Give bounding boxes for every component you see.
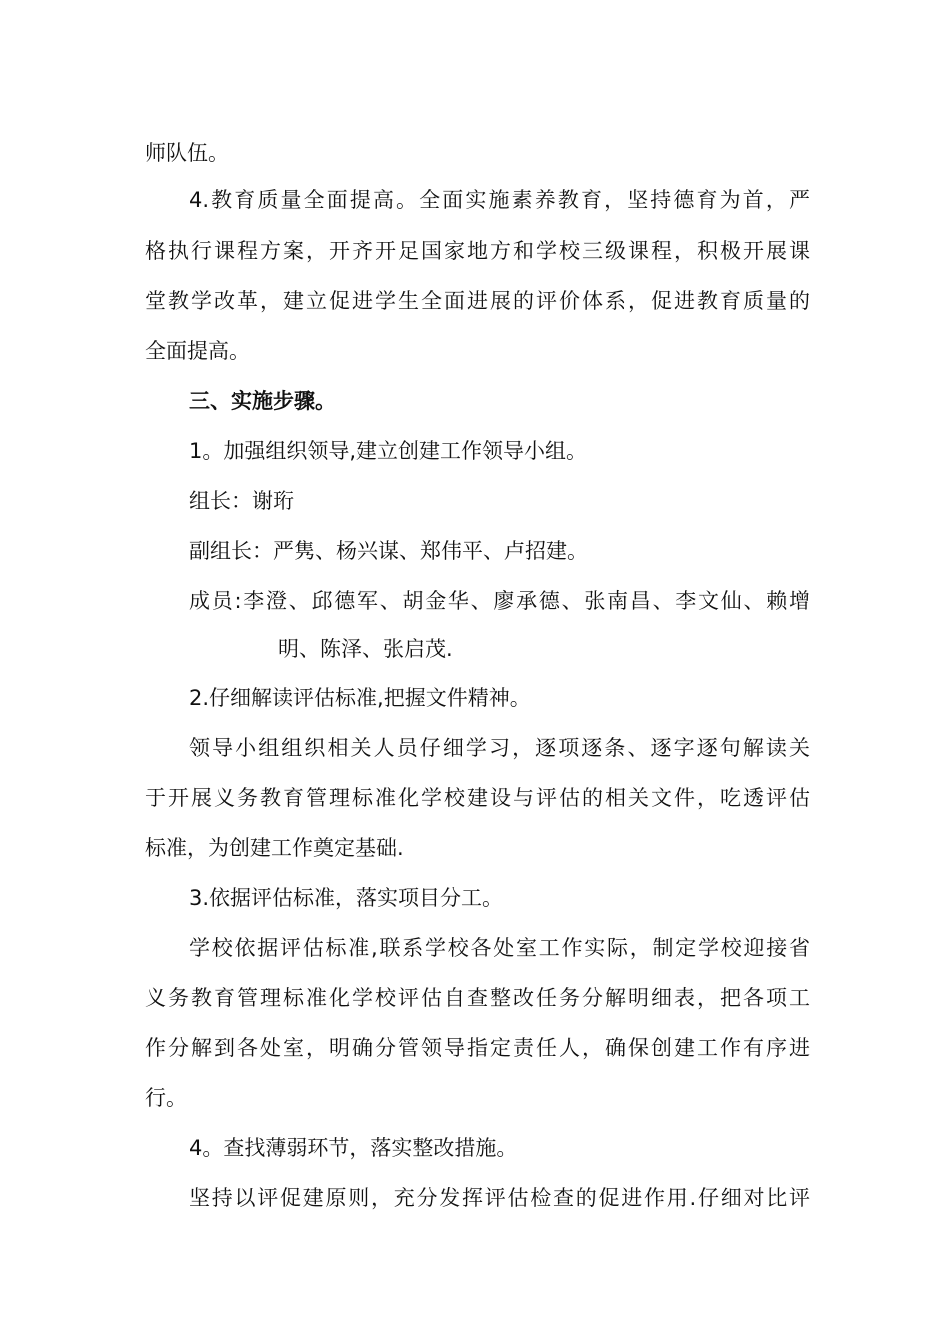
paragraph-step-3-line-3: 作分解到各处室，明确分管领导指定责任人，确保创建工作有序进	[145, 1036, 810, 1060]
deputy-leader-line: 副组长：严隽、杨兴谋、郑伟平、卢招建。	[189, 539, 588, 563]
step-3-heading: 3.依据评估标准，落实项目分工。	[189, 886, 504, 910]
paragraph-step-3-line-2: 义务教育管理标准化学校评估自查整改任务分解明细表，把各项工	[145, 986, 810, 1010]
text-line-continuation: 师队伍。	[145, 141, 229, 165]
paragraph-quality-line-3: 堂教学改革，建立促进学生全面进展的评价体系，促进教育质量的	[145, 289, 810, 313]
paragraph-quality-line-4: 全面提高。	[145, 339, 250, 363]
group-leader-line: 组长：谢珩	[189, 489, 294, 513]
paragraph-step-3-line-4: 行。	[145, 1086, 187, 1110]
members-line-1: 成员:李澄、邱德军、胡金华、廖承德、张南昌、李文仙、赖增	[189, 589, 810, 613]
step-4-heading: 4。查找薄弱环节，落实整改措施。	[189, 1136, 518, 1160]
section-heading-steps: 三、实施步骤。	[189, 389, 336, 413]
step-1-heading: 1。加强组织领导,建立创建工作领导小组。	[189, 439, 588, 463]
paragraph-quality-line-1: 4.教育质量全面提高。全面实施素养教育，坚持德育为首，严	[189, 188, 810, 212]
paragraph-step-3-line-1: 学校依据评估标准,联系学校各处室工作实际，制定学校迎接省	[189, 936, 810, 960]
paragraph-step-2-line-1: 领导小组组织相关人员仔细学习，逐项逐条、逐字逐句解读关	[189, 736, 810, 760]
paragraph-step-2-line-2: 于开展义务教育管理标准化学校建设与评估的相关文件，吃透评估	[145, 786, 810, 810]
members-line-2: 明、陈泽、张启茂.	[278, 637, 453, 661]
paragraph-step-2-line-3: 标准，为创建工作奠定基础.	[145, 836, 404, 860]
paragraph-quality-line-2: 格执行课程方案，开齐开足国家地方和学校三级课程，积极开展课	[145, 239, 810, 263]
step-2-heading: 2.仔细解读评估标准,把握文件精神。	[189, 686, 531, 710]
paragraph-step-4-line-1: 坚持以评促建原则，充分发挥评估检查的促进作用.仔细对比评	[189, 1186, 810, 1210]
